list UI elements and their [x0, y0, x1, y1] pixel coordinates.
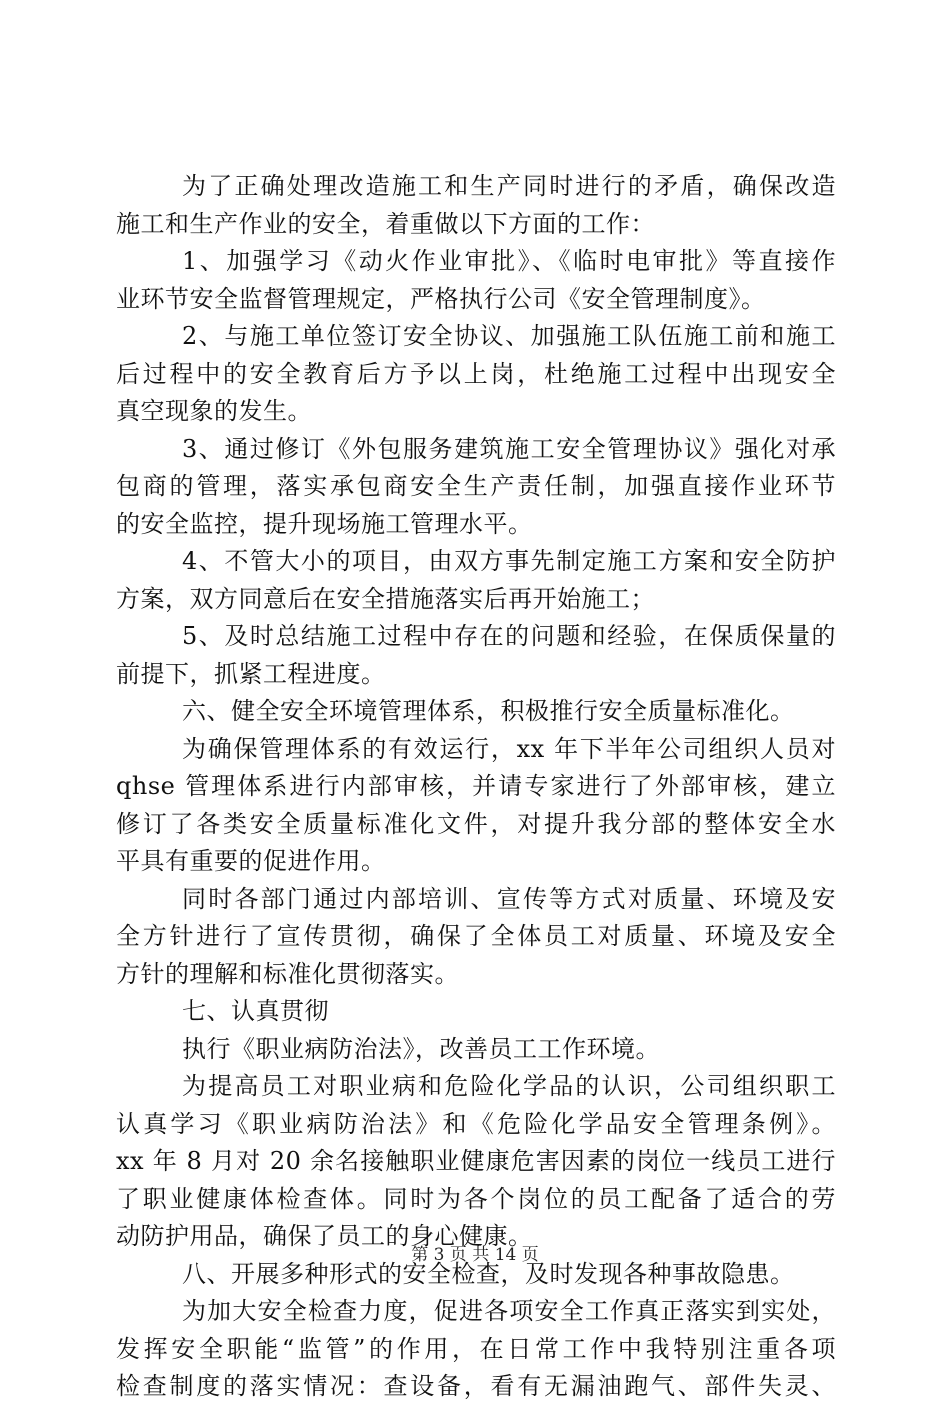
text-line: 同时各部门通过内部培训、宣传等方式对质量、环境及安	[182, 884, 836, 913]
text-line: 1、加强学习《动火作业审批》、《临时电审批》等直接作	[182, 247, 836, 275]
text-line: 5、及时总结施工过程中存在的问题和经验，在保质保量的	[182, 622, 836, 650]
text-line: 七、认真贯彻	[182, 997, 329, 1025]
text-line: qhse 管理体系进行内部审核，并请专家进行了外部审核，建立	[116, 772, 836, 800]
text-line: xx 年 8 月对 20 余名接触职业健康危害因素的岗位一线员工进行	[116, 1147, 836, 1175]
text-line: 4、不管大小的项目，由双方事先制定施工方案和安全防护	[182, 547, 836, 575]
document-body	[116, 168, 836, 1406]
text-line: 为确保管理体系的有效运行，xx 年下半年公司组织人员对	[182, 734, 836, 763]
text-line: 业环节安全监督管理规定，严格执行公司《安全管理制度》。	[116, 284, 766, 313]
text-line: 发挥安全职能“监管”的作用，在日常工作中我特别注重各项	[116, 1334, 836, 1363]
text-line: 认真学习《职业病防治法》和《危险化学品安全管理条例》。	[116, 1109, 836, 1138]
text-line: 后过程中的安全教育后方予以上岗，杜绝施工过程中出现安全	[116, 359, 836, 388]
text-line: 2、与施工单位签订安全协议、加强施工队伍施工前和施工	[182, 322, 836, 350]
text-line: 八、开展多种形式的安全检查，及时发现各种事故隐患。	[182, 1259, 795, 1288]
text-line: 方针的理解和标准化贯彻落实。	[116, 959, 459, 988]
text-line: 前提下，抓紧工程进度。	[116, 659, 386, 688]
text-line: 为提高员工对职业病和危险化学品的认识，公司组织职工	[182, 1072, 836, 1100]
text-line: 动防护用品，确保了员工的身心健康。	[116, 1222, 533, 1250]
text-line: 全方针进行了宣传贯彻，确保了全体员工对质量、环境及安全	[116, 922, 836, 950]
text-line: 为加大安全检查力度，促进各项安全工作真正落实到实处，	[182, 1297, 836, 1325]
text-line: 3、通过修订《外包服务建筑施工安全管理协议》强化对承	[182, 434, 836, 463]
text-line: 包商的管理，落实承包商安全生产责任制，加强直接作业环节	[116, 472, 836, 500]
text-line: 施工和生产作业的安全，着重做以下方面的工作：	[116, 209, 655, 238]
text-line: 真空现象的发生。	[116, 397, 312, 425]
text-line: 为了正确处理改造施工和生产同时进行的矛盾，确保改造	[182, 172, 836, 200]
text-line: 的安全监控，提升现场施工管理水平。	[116, 509, 533, 538]
text-line: 了职业健康体检查体。同时为各个岗位的员工配备了适合的劳	[116, 1184, 836, 1213]
page-number-footer: 第 3 页 共 14 页	[411, 1245, 539, 1265]
text-line: 检查制度的落实情况：查设备，看有无漏油跑气、部件失灵、	[116, 1372, 836, 1400]
text-line: 方案，双方同意后在安全措施落实后再开始施工；	[116, 584, 655, 613]
text-line: 六、健全安全环境管理体系，积极推行安全质量标准化。	[182, 697, 795, 725]
text-line: 修订了各类安全质量标准化文件，对提升我分部的整体安全水	[116, 809, 836, 838]
text-line: 执行《职业病防治法》，改善员工工作环境。	[182, 1034, 660, 1063]
text-line: 平具有重要的促进作用。	[116, 847, 386, 875]
